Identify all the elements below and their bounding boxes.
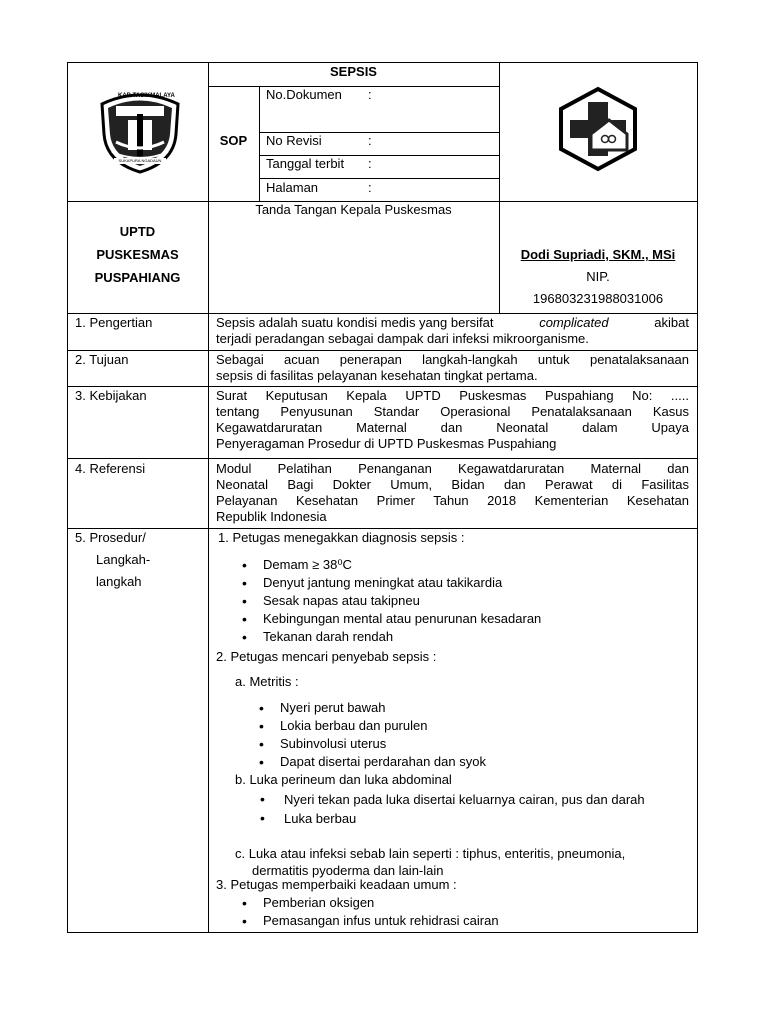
nip-number: 196803231988031006 bbox=[532, 291, 664, 306]
text-line: terjadi peradangan sebagai dampak dari infeksi mikroorganisme. bbox=[216, 331, 589, 346]
text-line: tentang Penyusunan Standar Operasional Penatalaksanaan Kasus bbox=[216, 404, 689, 419]
section-label-kebijakan: 3. Kebijakan bbox=[75, 388, 147, 403]
text-line: Sepsis adalah suatu kondisi medis yang bersifat bbox=[216, 315, 494, 330]
list-item: • Kebingungan mental atau penurunan kesadaran bbox=[237, 610, 541, 628]
list-item: • Subinvolusi uterus bbox=[254, 735, 486, 753]
section-body-pengertian bbox=[216, 315, 689, 347]
emphasis-text: complicated bbox=[539, 315, 609, 330]
doc-field-label: Tanggal terbit bbox=[266, 156, 345, 171]
text-line: Republik Indonesia bbox=[216, 509, 327, 524]
puskesmas-logo bbox=[557, 86, 639, 172]
label-line: langkah bbox=[96, 574, 142, 589]
doc-field-label: No.Dokumen bbox=[266, 87, 342, 102]
doc-field-label: Halaman bbox=[266, 180, 319, 195]
list-item: • Denyut jantung meningkat atau takikardia bbox=[237, 574, 541, 592]
list-item: • Pemasangan infus untuk rehidrasi cairan bbox=[237, 912, 499, 930]
section-label-referensi: 4. Referensi bbox=[75, 461, 146, 476]
step-2c-text bbox=[235, 845, 625, 879]
step-3-heading: 3. Petugas memperbaiki keadaan umum : bbox=[216, 877, 457, 892]
document-title: SEPSIS bbox=[330, 64, 377, 79]
step-1-heading: 1. Petugas menegakkan diagnosis sepsis : bbox=[218, 530, 465, 545]
signature-caption: Tanda Tangan Kepala Puskesmas bbox=[255, 202, 452, 217]
signatory-name: Dodi Supriadi, SKM., MSi bbox=[520, 247, 676, 262]
text-line: akibat bbox=[654, 315, 689, 330]
list-item: • Nyeri tekan pada luka disertai keluarnya cairan, pus dan darah bbox=[260, 791, 645, 807]
step-2a-list bbox=[254, 699, 486, 771]
doc-field-sep: : bbox=[368, 156, 372, 171]
list-item: • Luka berbau bbox=[260, 810, 357, 826]
list-item: • Demam ≥ 38⁰C bbox=[237, 556, 541, 574]
org-line: UPTD bbox=[119, 224, 156, 239]
doc-field-sep: : bbox=[368, 133, 372, 148]
regency-logo-motto: SUKAPURA NGADAUN bbox=[118, 158, 162, 163]
section-body-kebijakan bbox=[216, 388, 689, 452]
nip-label: NIP. bbox=[586, 269, 610, 284]
list-item: • Nyeri perut bawah bbox=[254, 699, 486, 717]
org-line: PUSPAHIANG bbox=[94, 270, 181, 285]
text-line: dermatitis pyoderma dan lain-lain bbox=[252, 863, 444, 878]
section-body-referensi bbox=[216, 461, 689, 525]
list-item: • Tekanan darah rendah bbox=[237, 628, 541, 646]
regency-logo-text: KAB.TASIKMALAYA bbox=[118, 93, 175, 99]
doc-field-sep: : bbox=[368, 180, 372, 195]
list-item: • Sesak napas atau takipneu bbox=[237, 592, 541, 610]
section-label-pengertian: 1. Pengertian bbox=[75, 315, 153, 330]
text-line: sepsis di fasilitas pelayanan kesehatan tingkat pertama. bbox=[216, 368, 538, 383]
label-line: Langkah- bbox=[96, 552, 151, 567]
section-body-tujuan bbox=[216, 352, 689, 384]
regency-logo bbox=[96, 84, 184, 176]
text-line: Neonatal Bagi Dokter Umum, Bidan dan Perawat di Fasilitas bbox=[216, 477, 689, 492]
section-label-tujuan: 2. Tujuan bbox=[75, 352, 129, 367]
list-item: • Lokia berbau dan purulen bbox=[254, 717, 486, 735]
text-line: Sebagai acuan penerapan langkah-langkah untuk penatalaksanaan bbox=[216, 352, 689, 367]
text-line: Modul Pelatihan Penanganan Kegawatdaruratan Maternal dan bbox=[216, 461, 689, 476]
list-item-text: Luka berbau bbox=[284, 811, 357, 826]
text-line: Pelayanan Kesehatan Primer Tahun 2018 Kementerian Kesehatan bbox=[216, 493, 689, 508]
step-2b-heading: b. Luka perineum dan luka abdominal bbox=[235, 772, 452, 787]
label-line: 5. Prosedur/ bbox=[75, 530, 146, 545]
step-2b-list bbox=[254, 791, 689, 827]
step-1-list bbox=[237, 556, 541, 646]
text-line: Kegawatdaruratan Maternal dan Neonatal dalam Upaya bbox=[216, 420, 689, 435]
doc-field-sep: : bbox=[368, 87, 372, 102]
step-2-heading: 2. Petugas mencari penyebab sepsis : bbox=[216, 649, 437, 664]
text-line: c. Luka atau infeksi sebab lain seperti : tiphus, enteritis, pneumonia, bbox=[235, 846, 626, 861]
text-line: Penyeragaman Prosedur di UPTD Puskesmas Puspahiang bbox=[216, 436, 557, 451]
org-line: PUSKESMAS bbox=[96, 247, 179, 262]
list-item: • Dapat disertai perdarahan dan syok bbox=[254, 753, 486, 771]
step-2a-heading: a. Metritis : bbox=[235, 674, 299, 689]
step-3-list bbox=[237, 894, 499, 930]
list-item: • Pemberian oksigen bbox=[237, 894, 499, 912]
doc-field-label: No Revisi bbox=[266, 133, 322, 148]
list-item-text: Nyeri tekan pada luka disertai keluarnya cairan, pus dan darah bbox=[284, 792, 645, 807]
sop-label: SOP bbox=[219, 133, 248, 148]
text-line: Surat Keputusan Kepala UPTD Puskesmas Puspahiang No: ..... bbox=[216, 388, 689, 403]
